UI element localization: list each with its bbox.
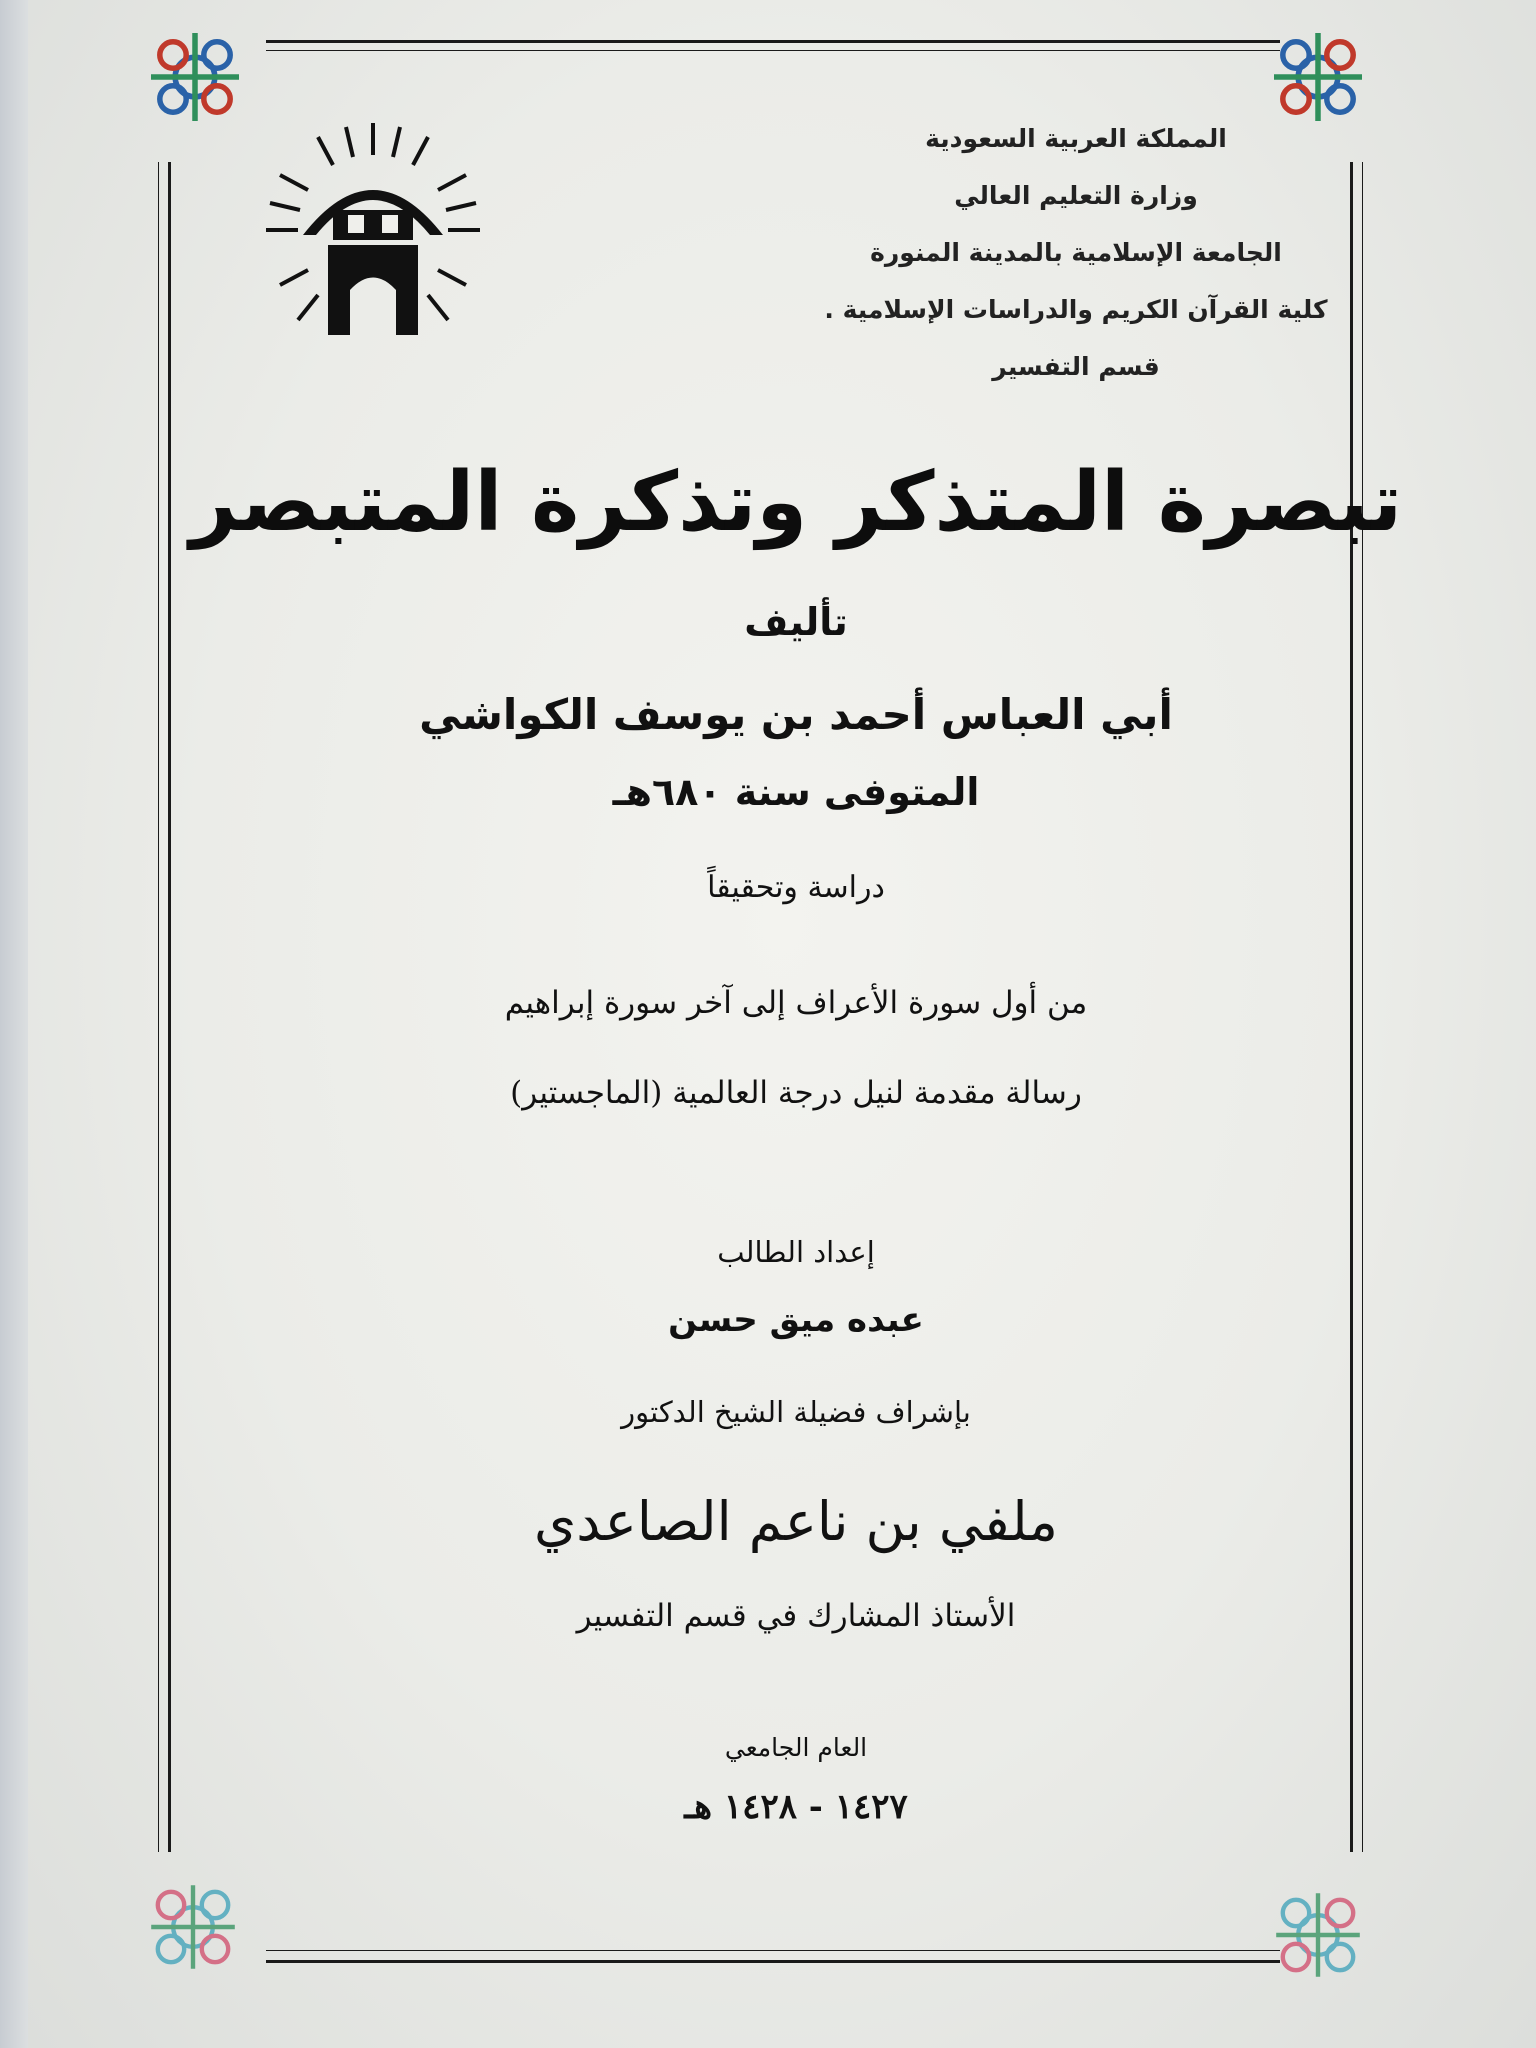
author-death-year: المتوفى سنة ٦٨٠هـ: [612, 770, 980, 814]
frame-bottom-line-inner: [266, 1950, 1280, 1951]
supervisor-name: ملفي بن ناعم الصاعدي: [534, 1490, 1058, 1553]
surah-range: من أول سورة الأعراف إلى آخر سورة إبراهيم: [504, 985, 1088, 1021]
header-country: المملكة العربية السعودية: [925, 124, 1227, 153]
screen-edge: [0, 0, 30, 2048]
header-college: كلية القرآن الكريم والدراسات الإسلامية .: [824, 295, 1328, 324]
floral-ornament-icon: [1263, 1880, 1373, 1990]
study-label: دراسة وتحقيقاً: [707, 870, 885, 905]
student-name: عبده ميق حسن: [668, 1300, 924, 1340]
thesis-statement: رسالة مقدمة لنيل درجة العالمية (الماجستير): [510, 1075, 1082, 1111]
floral-ornament-icon: [140, 22, 250, 132]
supervisor-rank: الأستاذ المشارك في قسم التفسير: [576, 1598, 1016, 1634]
prepared-by-label: إعداد الطالب: [717, 1235, 875, 1269]
author-name: أبي العباس أحمد بن يوسف الكواشي: [419, 690, 1173, 739]
frame-bottom-line-outer: [266, 1960, 1280, 1963]
author-label: تأليف: [744, 600, 848, 644]
frame-left-line-outer: [158, 162, 159, 1852]
header-university: الجامعة الإسلامية بالمدينة المنورة: [870, 238, 1282, 267]
document-page: [28, 0, 1536, 2048]
frame-top-line-inner: [266, 50, 1280, 51]
islamic-university-emblem-icon: [258, 115, 488, 345]
frame-top-line-outer: [266, 40, 1280, 43]
book-title: تبصرة المتذكر وتذكرة المتبصر: [189, 455, 1403, 550]
header-department: قسم التفسير: [992, 352, 1160, 381]
academic-year: ١٤٢٧ - ١٤٢٨ هـ: [684, 1787, 908, 1827]
frame-left-line-inner: [168, 162, 171, 1852]
floral-ornament-icon: [138, 1872, 248, 1982]
header-ministry: وزارة التعليم العالي: [954, 181, 1198, 210]
institution-header: [816, 110, 1336, 395]
academic-year-label: العام الجامعي: [724, 1733, 868, 1762]
supervision-label: بإشراف فضيلة الشيخ الدكتور: [621, 1395, 971, 1429]
